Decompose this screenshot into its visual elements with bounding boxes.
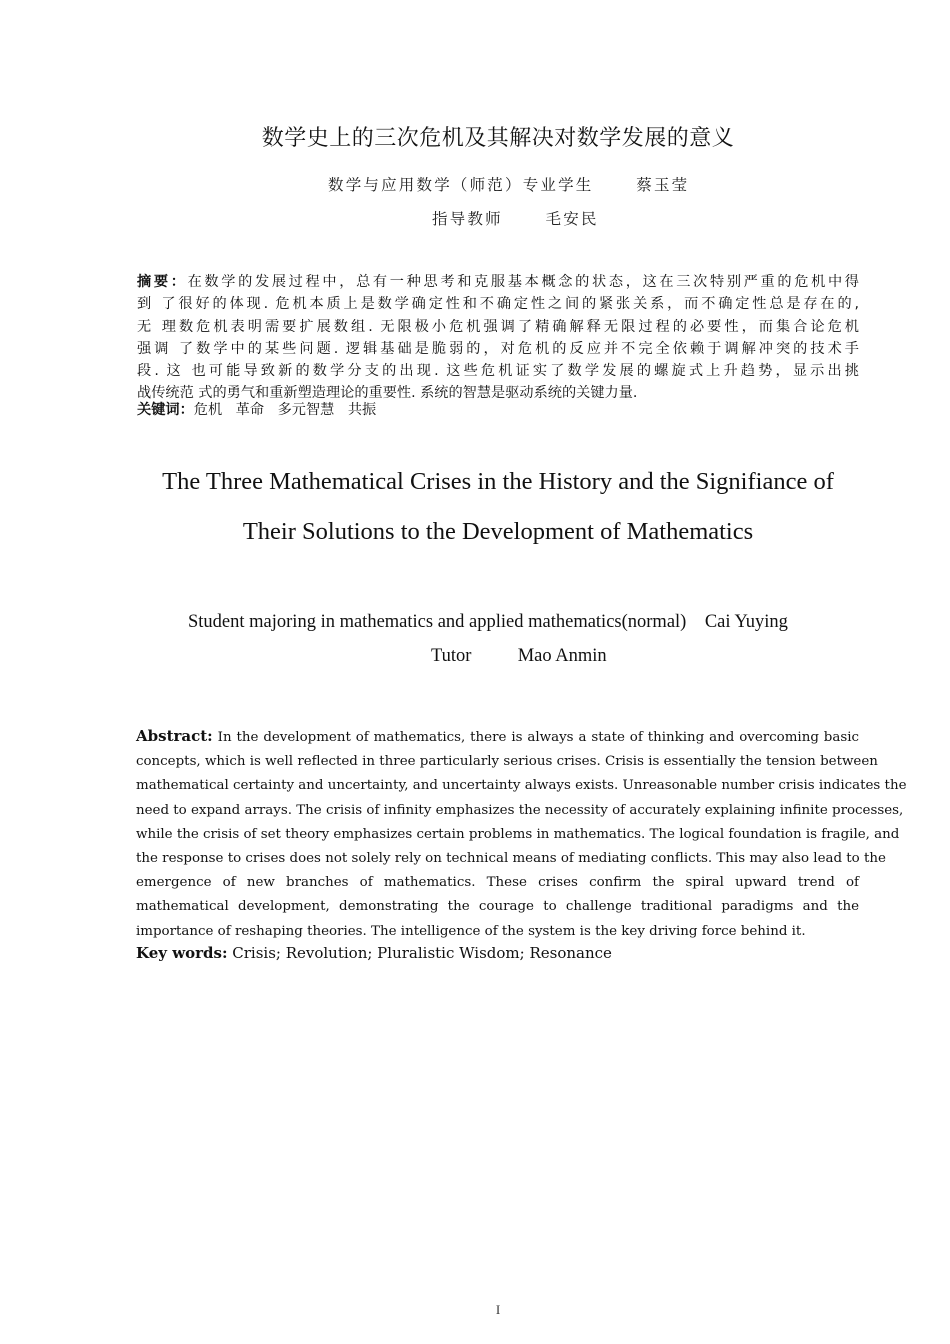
chinese-abstract-label: 摘要： xyxy=(137,274,188,290)
chinese-abstract-line: 无 理数危机表明需要扩展数组. 无限极小危机强调了精确解释无限过程的必要性，而集合论危机 xyxy=(137,318,859,335)
english-abstract-line: while the crisis of set theory emphasizes certain problems in mathematics. The logical foundation is fragile, and xyxy=(136,826,900,842)
chinese-title: 数学史上的三次危机及其解决对数学发展的意义 xyxy=(261,126,735,151)
chinese-abstract xyxy=(137,271,859,405)
chinese-tutor-line: 指导教师 毛安民 xyxy=(432,210,599,228)
english-title-line-1: The Three Mathematical Crises in the History and the Signifiance of xyxy=(162,468,834,495)
english-abstract xyxy=(136,724,907,944)
chinese-abstract-line: 战传统范 式的勇气和重新塑造理论的重要性. 系统的智慧是驱动系统的关键力量. xyxy=(137,385,638,402)
chinese-keywords-label: 关键词： xyxy=(137,402,194,418)
chinese-abstract-text: 在数学的发展过程中，总有一种思考和克服基本概念的状态，这在三次特别严重的危机中得 xyxy=(187,274,859,290)
english-abstract-line xyxy=(136,724,859,750)
english-tutor-line: Tutor Mao Anmin xyxy=(431,646,607,666)
english-abstract-line: concepts, which is well reflected in three particularly serious crises. Crisis is essentially the tension between xyxy=(136,754,878,770)
chinese-keywords xyxy=(137,399,376,419)
english-abstract-line: mathematical development, demonstrating the courage to challenge traditional paradigms and the xyxy=(136,899,859,915)
english-title-line-2: Their Solutions to the Development of Mathematics xyxy=(242,518,754,545)
chinese-keywords-text: 危机 革命 多元智慧 共振 xyxy=(193,402,377,418)
english-abstract-line: the response to crises does not solely rely on technical means of mediating conflicts. This may also lead to the xyxy=(136,851,886,867)
chinese-abstract-line: 段. 这 也可能导致新的数学分支的出现. 这些危机证实了数学发展的螺旋式上升趋势，显示出挑 xyxy=(137,363,859,380)
chinese-abstract-line: 强调 了数学中的某些问题. 逻辑基础是脆弱的，对危机的反应并不完全依赖于调解冲突的技术手 xyxy=(137,340,859,357)
chinese-author-line: 数学与应用数学（师范）专业学生 蔡玉莹 xyxy=(328,176,690,194)
english-keywords-text: Crisis; Revolution; Pluralistic Wisdom; Resonance xyxy=(227,944,612,962)
chinese-abstract-line: 到 了很好的体现. 危机本质上是数学确定性和不确定性之间的紧张关系，而不确定性总是存在的, xyxy=(137,296,859,313)
english-keywords-label: Key words: xyxy=(136,944,228,962)
english-author-line: Student majoring in mathematics and applied mathematics(normal) Cai Yuying xyxy=(188,612,788,632)
english-keywords xyxy=(136,944,612,962)
chinese-abstract-line xyxy=(137,271,859,293)
english-abstract-line: emergence of new branches of mathematics. These crises confirm the spiral upward trend of xyxy=(136,875,859,891)
english-abstract-line: importance of reshaping theories. The intelligence of the system is the key driving force behind it. xyxy=(136,923,806,939)
english-abstract-text: In the development of mathematics, there is always a state of thinking and overcoming basic xyxy=(217,730,860,745)
page-number: I xyxy=(495,1302,501,1317)
english-abstract-line: need to expand arrays. The crisis of infinity emphasizes the necessity of accurately explaining infinite processes, xyxy=(136,802,904,818)
english-abstract-label: Abstract: xyxy=(136,727,213,745)
english-abstract-line: mathematical certainty and uncertainty, and uncertainty always exists. Unreasonable number crisis indicates the xyxy=(136,778,907,794)
